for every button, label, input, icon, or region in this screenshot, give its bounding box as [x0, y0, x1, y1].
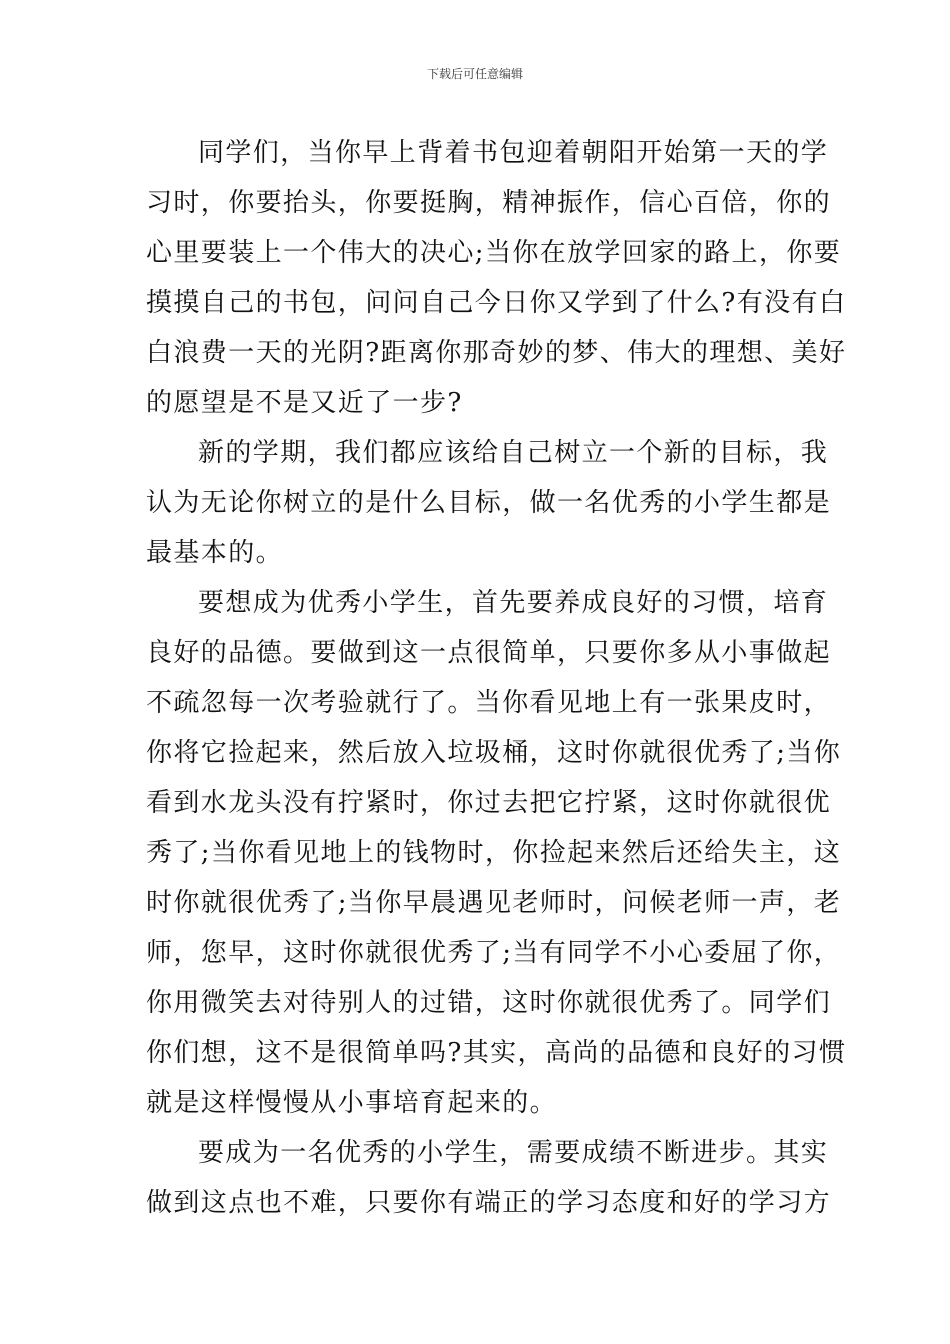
text-line: 习时，你要抬头，你要挺胸，精神振作，信心百倍，你的 — [146, 188, 832, 218]
text-line: 摸摸自己的书包，问问自己今日你又学到了什么?有没有白 — [146, 288, 847, 318]
text-line: 你用微笑去对待别人的过错，这时你就很优秀了。同学们 — [146, 988, 832, 1018]
document-body — [146, 128, 847, 1228]
paragraph — [146, 578, 847, 1128]
text-line: 就是这样慢慢从小事培育起来的。 — [146, 1088, 558, 1118]
text-line: 看到水龙头没有拧紧时，你过去把它拧紧，这时你就很优 — [146, 788, 832, 818]
text-line: 师，您早，这时你就很优秀了;当有同学不小心委屈了你， — [146, 938, 842, 968]
text-line: 心里要装上一个伟大的决心;当你在放学回家的路上，你要 — [146, 238, 842, 268]
text-line: 不疏忽每一次考验就行了。当你看见地上有一张果皮时， — [146, 688, 832, 718]
text-line: 白浪费一天的光阴?距离你那奇妙的梦、伟大的理想、美好 — [146, 338, 847, 368]
page-header: 下载后可任意编辑 — [426, 67, 523, 81]
text-line: 你将它捡起来，然后放入垃圾桶，这时你就很优秀了;当你 — [146, 738, 842, 768]
text-line: 做到这点也不难，只要你有端正的学习态度和好的学习方 — [146, 1188, 832, 1218]
text-line: 秀了;当你看见地上的钱物时，你捡起来然后还给失主，这 — [146, 838, 842, 868]
text-line: 时你就很优秀了;当你早晨遇见老师时，问候老师一声，老 — [146, 888, 842, 918]
text-line: 良好的品德。要做到这一点很简单，只要你多从小事做起 — [146, 638, 832, 668]
text-line: 要想成为优秀小学生，首先要养成良好的习惯，培育 — [198, 588, 829, 618]
paragraph — [146, 1128, 832, 1228]
text-line: 认为无论你树立的是什么目标，做一名优秀的小学生都是 — [146, 488, 832, 518]
paragraph — [146, 128, 847, 428]
text-line: 同学们，当你早上背着书包迎着朝阳开始第一天的学 — [198, 138, 829, 168]
text-line: 新的学期，我们都应该给自己树立一个新的目标，我 — [198, 438, 829, 468]
text-line: 最基本的。 — [146, 538, 284, 568]
text-line: 你们想，这不是很简单吗?其实，高尚的品德和良好的习惯 — [146, 1038, 847, 1068]
text-line: 的愿望是不是又近了一步? — [146, 388, 463, 418]
paragraph — [146, 428, 832, 578]
text-line: 要成为一名优秀的小学生，需要成绩不断进步。其实 — [198, 1138, 829, 1168]
